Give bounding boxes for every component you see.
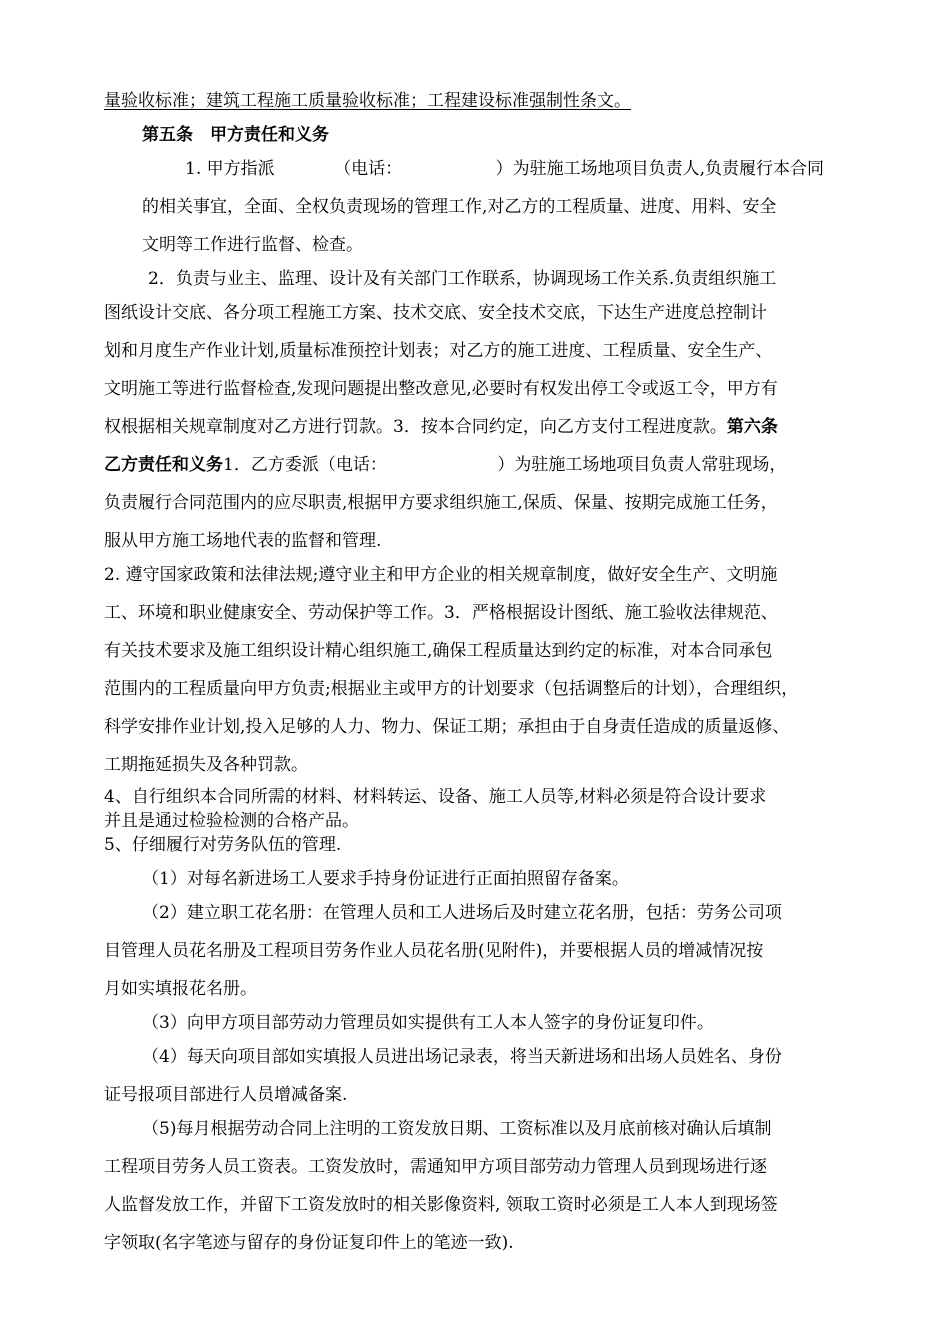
text-line: 字领取(名字笔迹与留存的身份证复印件上的笔迹一致). — [104, 1233, 514, 1253]
text-line: 图纸设计交底、各分项工程施工方案、技术交底、安全技术交底，下达生产进度总控制计 — [104, 303, 767, 323]
text-line: 范围内的工程质量向甲方负责;根据业主或甲方的计划要求（包括调整后的计划），合理组织， — [104, 679, 799, 699]
article-six-heading-cont: 乙方责任和义务 — [104, 455, 223, 475]
text-line: 服从甲方施工场地代表的监督和管理. — [104, 531, 382, 551]
text-line: （3）向甲方项目部劳动力管理员如实提供有工人本人签字的身份证复印件。 — [142, 1013, 714, 1033]
article-five-heading: 第五条 甲方责任和义务 — [142, 125, 329, 145]
text-line: 负责履行合同范围内的应尽职责,根据甲方要求组织施工,保质、保量、按期完成施工任务， — [104, 493, 778, 513]
text-line: （5)每月根据劳动合同上注明的工资发放日期、工资标准以及月底前核对确认后填制 — [142, 1119, 772, 1139]
text-line: 1. 甲方指派 （电话： ）为驻施工场地项目负责人,负责履行本合同 — [185, 159, 825, 179]
text-line: 量验收标准；建筑工程施工质量验收标准；工程建设标准强制性条文。 — [104, 91, 631, 111]
text-line: 工、环境和职业健康安全、劳动保护等工作。3．严格根据设计图纸、施工验收法律规范、 — [104, 603, 778, 623]
text-line: 文明等工作进行监督、检查。 — [142, 235, 363, 255]
text-line: （2）建立职工花名册：在管理人员和工人进场后及时建立花名册，包括：劳务公司项 — [142, 903, 782, 923]
text-line: 月如实填报花名册。 — [104, 979, 257, 999]
text-line: 证号报项目部进行人员增减备案. — [104, 1085, 348, 1105]
text-line — [104, 417, 778, 437]
text-line: （4）每天向项目部如实填报人员进出场记录表，将当天新进场和出场人员姓名、身份 — [142, 1047, 782, 1067]
text-line: 有关技术要求及施工组织设计精心组织施工,确保工程质量达到约定的标准，对本合同承包 — [104, 641, 773, 661]
text-line: 人监督发放工作，并留下工资发放时的相关影像资料, 领取工资时必须是工人本人到现场签 — [104, 1195, 778, 1215]
text-line — [104, 455, 786, 475]
text-span: 权根据相关规章制度对乙方进行罚款。3．按本合同约定，向乙方支付工程进度款。 — [104, 417, 727, 437]
text-line: 划和月度生产作业计划,质量标准预控计划表；对乙方的施工进度、工程质量、安全生产、 — [104, 341, 773, 361]
text-line: 文明施工等进行监督检查,发现问题提出整改意见,必要时有权发出停工令或返工令，甲方有 — [104, 379, 778, 399]
text-line: 科学安排作业计划,投入足够的人力、物力、保证工期；承担由于自身责任造成的质量返修、 — [104, 717, 790, 737]
text-line: 工程项目劳务人员工资表。工资发放时，需通知甲方项目部劳动力管理人员到现场进行逐 — [104, 1157, 767, 1177]
article-six-heading: 第六条 — [726, 417, 778, 437]
text-line: 目管理人员花名册及工程项目劳务作业人员花名册(见附件)，并要根据人员的增减情况按 — [104, 941, 764, 961]
text-line: 5、仔细履行对劳务队伍的管理. — [104, 835, 342, 855]
text-line: 2. 遵守国家政策和法律法规;遵守业主和甲方企业的相关规章制度，做好安全生产、文明施 — [104, 565, 778, 585]
text-span: 1．乙方委派（电话： ）为驻施工场地项目负责人常驻现场， — [223, 455, 787, 475]
text-line: 工期拖延损失及各种罚款。 — [104, 755, 308, 775]
text-line: 4、自行组织本合同所需的材料、材料转运、设备、施工人员等,材料必须是符合设计要求 — [104, 787, 767, 807]
text-line: （1）对每名新进场工人要求手持身份证进行正面拍照留存备案。 — [142, 869, 629, 889]
text-line: 2．负责与业主、监理、设计及有关部门工作联系，协调现场工作关系.负责组织施工 — [148, 269, 777, 289]
text-line: 的相关事宜，全面、全权负责现场的管理工作,对乙方的工程质量、进度、用料、安全 — [142, 197, 777, 217]
text-line: 并且是通过检验检测的合格产品。 — [104, 811, 359, 831]
